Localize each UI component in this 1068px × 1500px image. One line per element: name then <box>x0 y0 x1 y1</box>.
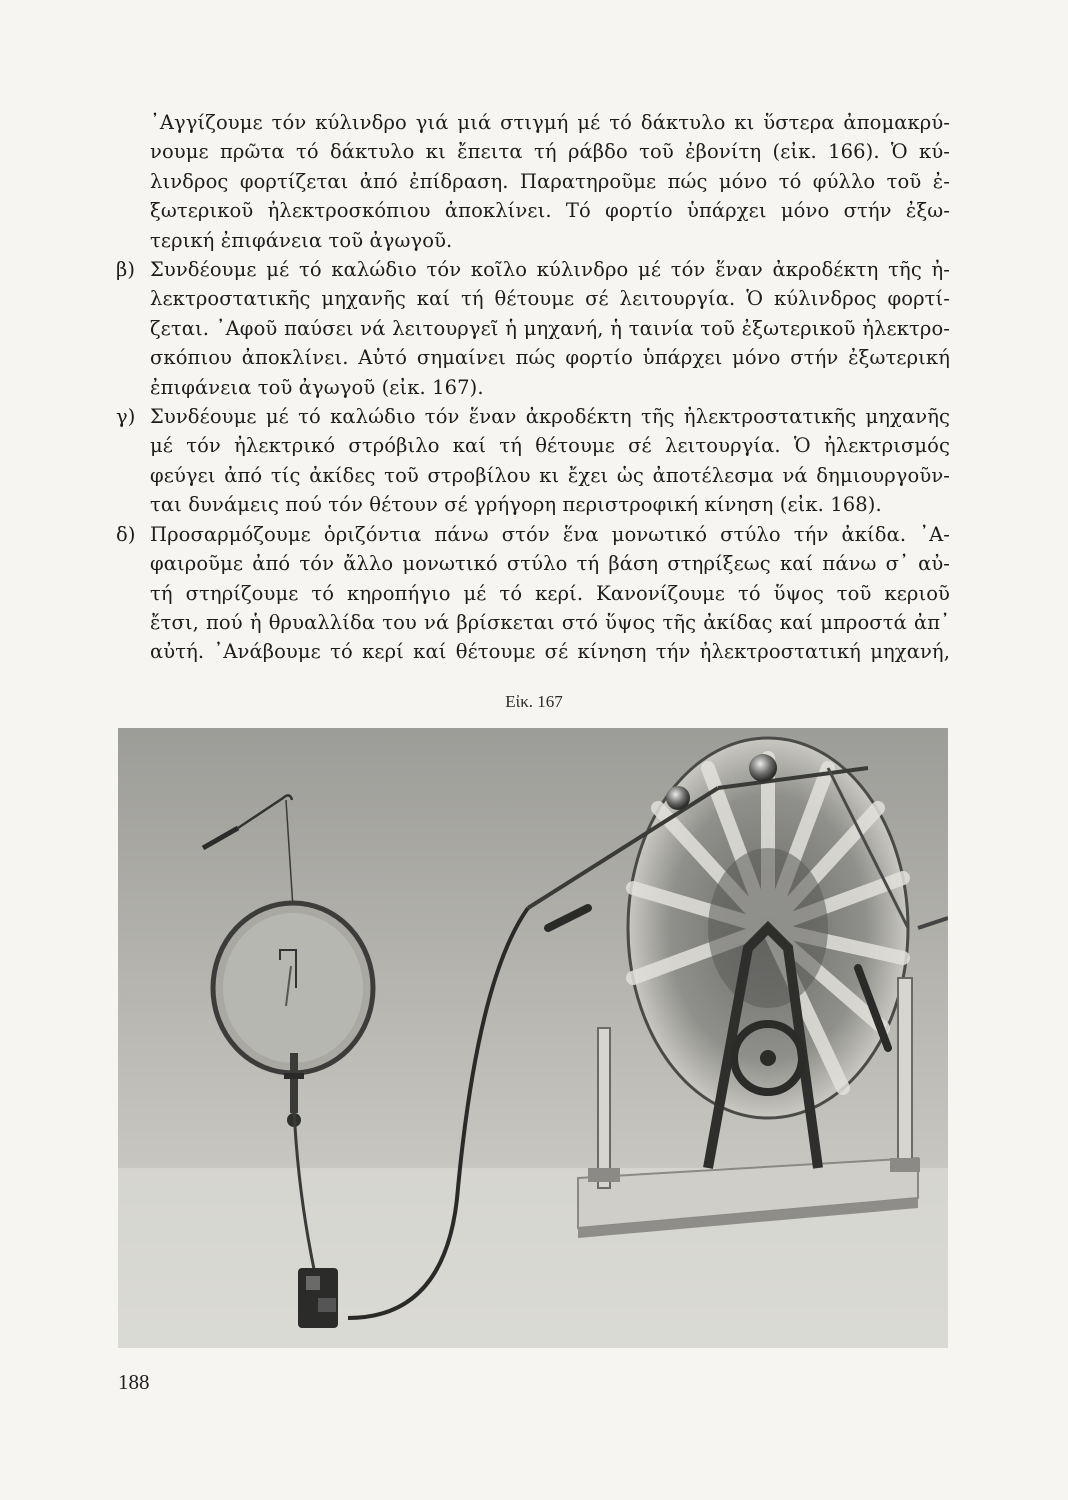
text-line: Προσαρμόζουμε ὁριζόντια πάνω στόν ἕνα μονωτικό στύλο τήν ἀκίδα. ᾿Α- <box>150 522 950 546</box>
text-line: αὐτή. ᾿Ανάβουμε τό κερί καί θέτουμε σέ κίνηση τήν ἠλεκτροστατική μηχανή, <box>150 640 950 664</box>
body-text <box>116 108 950 667</box>
intro-paragraph <box>150 108 950 255</box>
figure-caption: Εἰκ. 167 <box>505 692 563 711</box>
text-line: λεκτροστατικῆς μηχανῆς καί τή θέτουμε σέ λειτουργία. Ὁ κύλινδρος φορτί- <box>150 287 950 311</box>
text-line: φαιροῦμε ἀπό τόν ἄλλο μονωτικό στύλο τή βάση στηρίξεως καί πάνω σ᾿ αὐ- <box>150 552 950 576</box>
page-number: 188 <box>118 1370 150 1394</box>
text-line: ᾿Αγγίζουμε τόν κύλινδρο γιά μιά στιγμή μέ τό δάκτυλο κι ὕστερα ἀπομακρύ- <box>150 111 950 134</box>
text-line: σκόπιου ἀποκλίνει. Αὐτό σημαίνει πώς φορτίο ὑπάρχει μόνο στήν ἐξωτερική <box>150 346 950 370</box>
text-line: τή στηρίζουμε τό κηροπήγιο μέ τό κερί. Κανονίζουμε τό ὕψος τοῦ κεριοῦ <box>150 581 950 605</box>
text-line: ἔτσι, πού ἡ θρυαλλίδα του νά βρίσκεται στό ὕψος τῆς ἀκίδας καί μπροστά ἀπ᾿ <box>150 610 950 634</box>
text-line: τερική ἐπιφάνεια τοῦ ἀγωγοῦ. <box>150 228 453 252</box>
base-terminal <box>298 1268 338 1328</box>
text-line: ται δυνάμεις πού τόν θέτουν σέ γρήγορη περιστροφική κίνηση (εἰκ. 168). <box>150 493 882 517</box>
text-line: φεύγει ἀπό τίς ἀκίδες τοῦ στροβίλου κι ἔχει ὡς ἀποτέλεσμα νά δημιουργοῦν- <box>150 463 950 487</box>
text-line: μέ τόν ἠλεκτρικό στρόβιλο καί τή θέτουμε σέ λειτουργία. Ὁ ἠλεκτρισμός <box>150 434 950 458</box>
item-label: δ) <box>116 522 136 546</box>
list-item-gamma <box>116 402 950 520</box>
text-line: ζεται. ᾿Αφοῦ παύσει νά λειτουργεῖ ἡ μηχανή, ἡ ταινία τοῦ ἐξωτερικοῦ ἠλεκτρο- <box>150 316 950 340</box>
list-item-beta <box>116 255 950 402</box>
list-item-delta <box>116 520 950 667</box>
text-line: λινδρος φορτίζεται ἀπό ἐπίδραση. Παρατηροῦμε πώς μόνο τό φύλλο τοῦ ἐ- <box>150 169 950 193</box>
item-label: γ) <box>116 405 136 429</box>
figure-photo <box>118 728 948 1348</box>
text-line: νουμε πρῶτα τό δάκτυλο κι ἔπειτα τή ράβδο τοῦ ἐβονίτη (εἰκ. 166). Ὁ κύ- <box>150 140 950 164</box>
text-line: ἐπιφάνεια τοῦ ἀγωγοῦ (εἰκ. 167). <box>150 375 484 399</box>
text-line: Συνδέουμε μέ τό καλώδιο τόν κοῖλο κύλινδρο μέ τόν ἕναν ἀκροδέκτη τῆς ἠ- <box>150 258 950 282</box>
text-line: Συνδέουμε μέ τό καλώδιο τόν ἕναν ἀκροδέκτη τῆς ἠλεκτροστατικῆς μηχανῆς <box>150 405 950 429</box>
text-line: ξωτερικοῦ ἠλεκτροσκόπιου ἀποκλίνει. Τό φορτίο ὑπάρχει μόνο στήν ἐξω- <box>150 199 950 223</box>
item-label: β) <box>116 258 136 282</box>
